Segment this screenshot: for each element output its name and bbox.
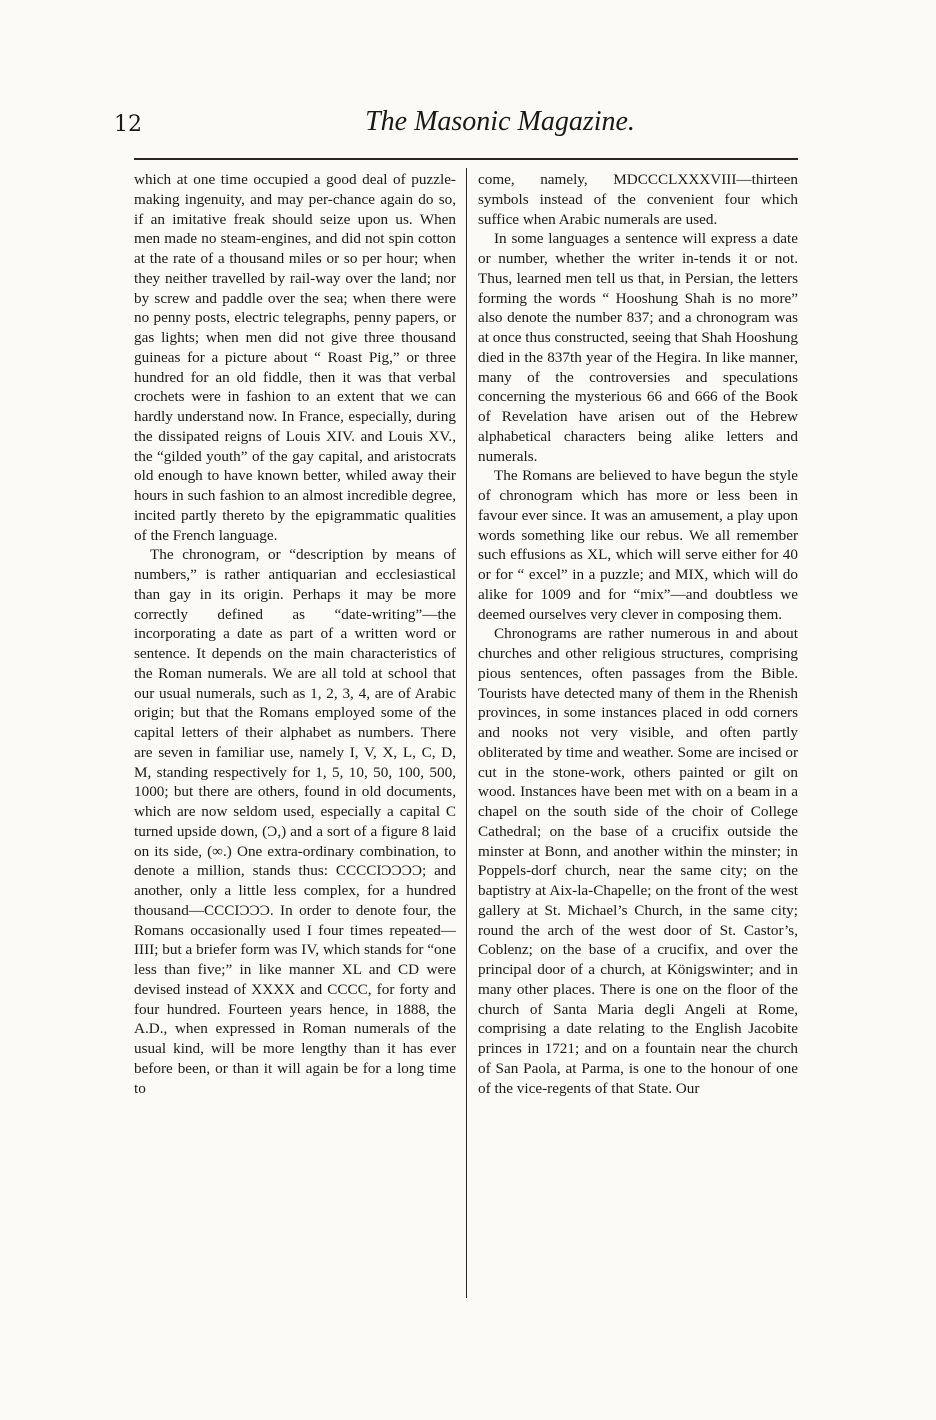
header-rule [134,158,798,160]
right-paragraph-3: The Romans are believed to have begun the style of chronogram which has more or less been in favour ever since. It was an amusement, a play upon words something like our rebus. We all remember such effusions as XL, which will serve either for 40 or for “ excel” in a puzzle; and MIX, which will do alike for 1009 and for “mix”—and doubtless we deemed ourselves very clever in composing them. [478,467,798,623]
left-paragraph-1: which at one time occupied a good deal of puzzle-making ingenuity, and may per-chance again do so, if an imitative freak should seize upon us. When men made no steam-engines, and did not spin cotton at the rate of a thousand miles or so per hour; when they neither travelled by rail-way over the land; nor by screw and paddle over the sea; when there were no penny posts, electric telegraphs, penny papers, or gas lights; when men did not give three thousand guineas for a picture about “ Roast Pig,” or three hundred for an old fiddle, then it was that verbal crochets were in fashion to an extent that we can hardly understand now. In France, especially, during the dissipated reigns of Louis XIV. and Louis XV., the “gilded youth” of the gay capital, and aristocrats old enough to have known better, whiled away their hours in such fashion to an almost incredible degree, incited partly thereto by the epigrammatic qualities of the French language. [134,171,456,544]
column-divider [466,168,467,1298]
left-column [134,170,456,1098]
right-paragraph-4: Chronograms are rather numerous in and about churches and other religious structures, comprising pious sentences, often passages from the Bible. Tourists have detected many of them in the Rhenish provinces, in some instances placed in odd corners and nooks not very visible, and often partly obliterated by time and weather. Some are incised or cut in the stone-work, others painted or gilt on wood. Instances have been met with on a beam in a chapel on the south side of the choir of College Cathedral; on the base of a crucifix outside the minster at Bonn, and another within the minster; in Poppels-dorf church, near the same city; on the baptistry at Aix-la-Chapelle; on the front of the west gallery at St. Michael’s Church, in the same city; round the arch of the west door of St. Castor’s, Coblenz; on the base of a crucifix, and over the principal door of a church, at Königswinter; and in many other places. There is one on the floor of the church of Santa Maria degli Angeli at Rome, comprising a date relating to the English Jacobite princes in 1721; and on a fountain near the church of San Paola, at Parma, is one to the honour of one of the vice-regents of that State. Our [478,625,798,1097]
running-title: The Masonic Magazine. [365,106,635,137]
right-paragraph-1: come, namely, MDCCCLXXXVIII—thirteen symbols instead of the convenient four which suffice when Arabic numerals are used. [478,171,798,228]
right-paragraph-2: In some languages a sentence will express a date or number, whether the writer in-tends it or not. Thus, learned men tell us that, in Persian, the letters forming the words “ Hooshung Shah is no more” also denote the number 837; and a chronogram was at once thus constructed, seeing that Shah Hooshung died in the 837th year of the Hegira. In like manner, many of the controversies and speculations concerning the mysterious 66 and 666 of the Book of Revelation have arisen out of the Hebrew alphabetical characters being alike letters and numerals. [478,230,798,465]
right-column [478,170,798,1098]
page-number: 12 [114,112,142,137]
left-paragraph-2: The chronogram, or “description by means of numbers,” is rather antiquarian and ecclesiastical than gay in its origin. Perhaps it may be more correctly defined as “date-writing”—the incorporating a date as part of a written word or sentence. It depends on the main characteristics of the Roman numerals. We are all told at school that our usual numerals, such as 1, 2, 3, 4, are of Arabic origin; but that the Romans employed some of the capital letters of their alphabet as numbers. There are seven in familiar use, namely I, V, X, L, C, D, M, standing respectively for 1, 5, 10, 50, 100, 500, 1000; but there are others, found in old documents, which are now seldom used, especially a capital C turned upside down, (Ɔ,) and a sort of a figure 8 laid on its side, (∞.) One extra-ordinary combination, to denote a million, stands thus: CCCCIƆƆƆƆ; and another, only a little less complex, for a hundred thousand—CCCIƆƆƆ. In order to denote four, the Romans occasionally used I four times repeated—IIII; but a briefer form was IV, which stands for “one less than five;” in like manner XL and CD were devised instead of XXXX and CCCC, for forty and four hundred. Fourteen years hence, in 1888, the A.D., when expressed in Roman numerals of the usual kind, will be more lengthy than it has ever before been, or than it will again be for a long time to [134,546,456,1097]
